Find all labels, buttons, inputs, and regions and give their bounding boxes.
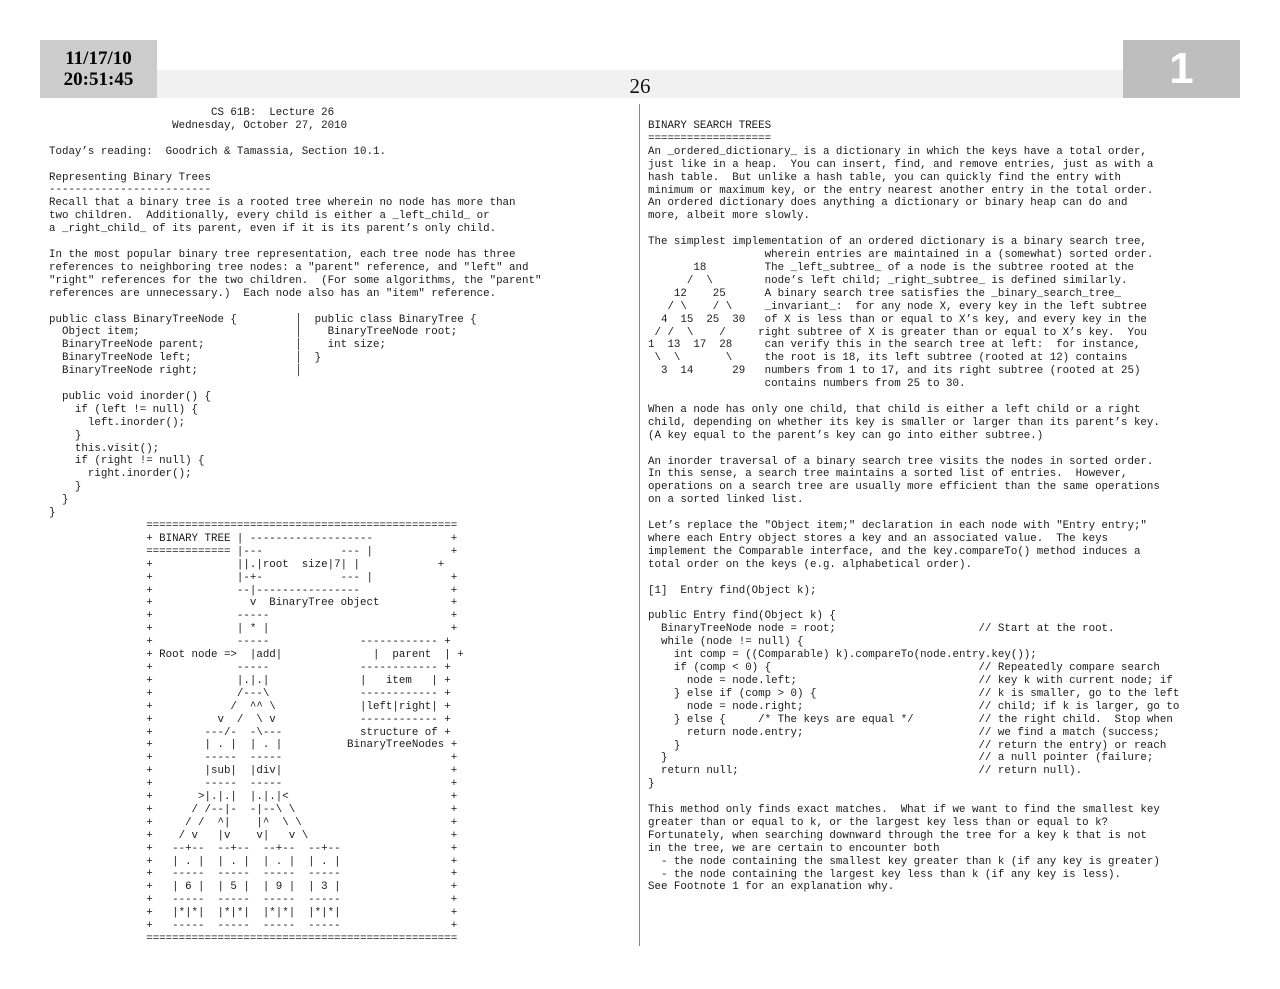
right-column-text: BINARY SEARCH TREES =================== An _ordered_dictionary_ is a dictionary in which the keys have a total order, just like in a heap. You can insert, find, and remove entries, just as with a hash table. But unlike a hash table, you can quickly find the entry with minimum or maximum key, or the entry nearest another entry in the total order. An ordered dictionary does anything a dictionary or binary heap can do and more, albeit more slowly. The simplest implementation of an ordered dictionary is a binary search tree, wherein entries are maintained in a (somewhat) sorted order. 18 The _left_subtree_ of a node is the subtree rooted at the / \ node’s left child; _right_subtree_ is defined similarly. 12 25 A binary search tree satisfies the _binary_search_tree_ / \ / \ _invariant_: for any node X, every key in the left subtree 4 15 25 30 of X is less than or equal to X’s key, and every key in the / / \ / right subtree of X is greater than or equal to X’s key. You 1 13 17 28 can verify this in the search tree at left: for instance, \ \ \ the root is 18, its left subtree (rooted at 12) contains 3 14 29 numbers from 1 to 17, and its right subtree (rooted at 25) contains numbers from 25 to 30. When a node has only one child, that child is either a left child or a right child, depending on whether its key is smaller or larger than its parent’s key. (A key equal to the parent’s key can go into either subtree.) An inorder traversal of a binary search tree visits the nodes in sorted order. In this sense, a search tree maintains a sorted list of entries. However, operations on a search tree are usually more efficient than the same operations on a sorted linked list. Let’s replace the "Object item;" declaration in each node with "Entry entry;" where each Entry object stores a key and an associated value. The keys implement the Comparable interface, and the key.compareTo() method induces a total order on the keys (e.g. alphabetical order). [1] Entry find(Object k); public Entry find(Object k) { BinaryTreeNode node = root; // Start at the root. while (node != null) { int comp = ((Comparable) k).compareTo(node.entry.key()); if (comp < 0) { // Repeatedly compare search node = node.left; // key k with current node; if } else if (comp > 0) { // k is smaller, go to the left node = node.right; // child; if k is larger, go to } else { /* The keys are equal */ // the right child. Stop when return node.entry; // we find a match (success; } // return the entry) or reach } // a null pointer (failure; return null; // return null). } This method only finds exact matches. What if we want to find the smallest key greater than or equal to k, or the largest key less than or equal to k? Fortunately, when searching downward through the tree for a key k that is not in the tree, we are certain to encounter both - the node containing the smallest key greater than k (if any key is greater) - the node containing the largest key less than k (if any key is less). See Footnote 1 for an explanation why.: [648, 120, 1180, 894]
lecture-number: 26: [629, 74, 651, 98]
left-column-text: CS 61B: Lecture 26 Wednesday, October 27, 2010 Today’s reading: Goodrich & Tamassia, Section 10.1. Representing Binary Trees ------------------------- Recall that a binary tree is a rooted tree wherein no node has more than two children. Additionally, every child is either a _left_child_ or a _right_child_ of its parent, even if it is its parent’s only child. In the most popular binary tree representation, each tree node has three references to neighboring tree nodes: a "parent" reference, and "left" and "right" references for the two children. (For some algorithms, the "parent" references are unnecessary.) Each node also has an "item" reference. public class BinaryTreeNode { │ public class BinaryTree { Object item; │ BinaryTreeNode root; BinaryTreeNode parent; │ int size; BinaryTreeNode left; │ } BinaryTreeNode right; │ public void inorder() { if (left != null) { left.inorder(); } this.visit(); if (right != null) { right.inorder(); } } } ================================================ + BINARY TREE | ------------------- + ============= |--- --- | + + ||.|root size|7| | + + |-+- --- | + + --|---------------- + + v BinaryTree object + + ----- + + | * | + + ----- ------------ + + Root node => |add| | parent | + + ----- ------------ + + |.|.| | item | + + /---\ ------------ + + / ^^ \ |left|right| + + v / \ v ------------ + + ---/- -\--- structure of + + | . | | . | BinaryTreeNodes + + ----- ----- + + |sub| |div| + + ----- ----- + + >|.|.| |.|.|< + + / /--|- -|--\ \ + + / / ^| |^ \ \ + + / v |v v| v \ + + --+-- --+-- --+-- --+-- + + | . | | . | | . | | . | + + ----- ----- ----- ----- + + | 6 | | 5 | | 9 | | 3 | + + ----- ----- ----- ----- + + |*|*| |*|*| |*|*| |*|*| + + ----- ----- ----- ----- + ================================================: [49, 107, 542, 945]
column-divider: [639, 104, 640, 946]
print-date: 11/17/10: [65, 48, 132, 69]
print-date-box: [40, 40, 157, 98]
print-time: 20:51:45: [63, 69, 134, 90]
page-number: 1: [1123, 40, 1240, 98]
